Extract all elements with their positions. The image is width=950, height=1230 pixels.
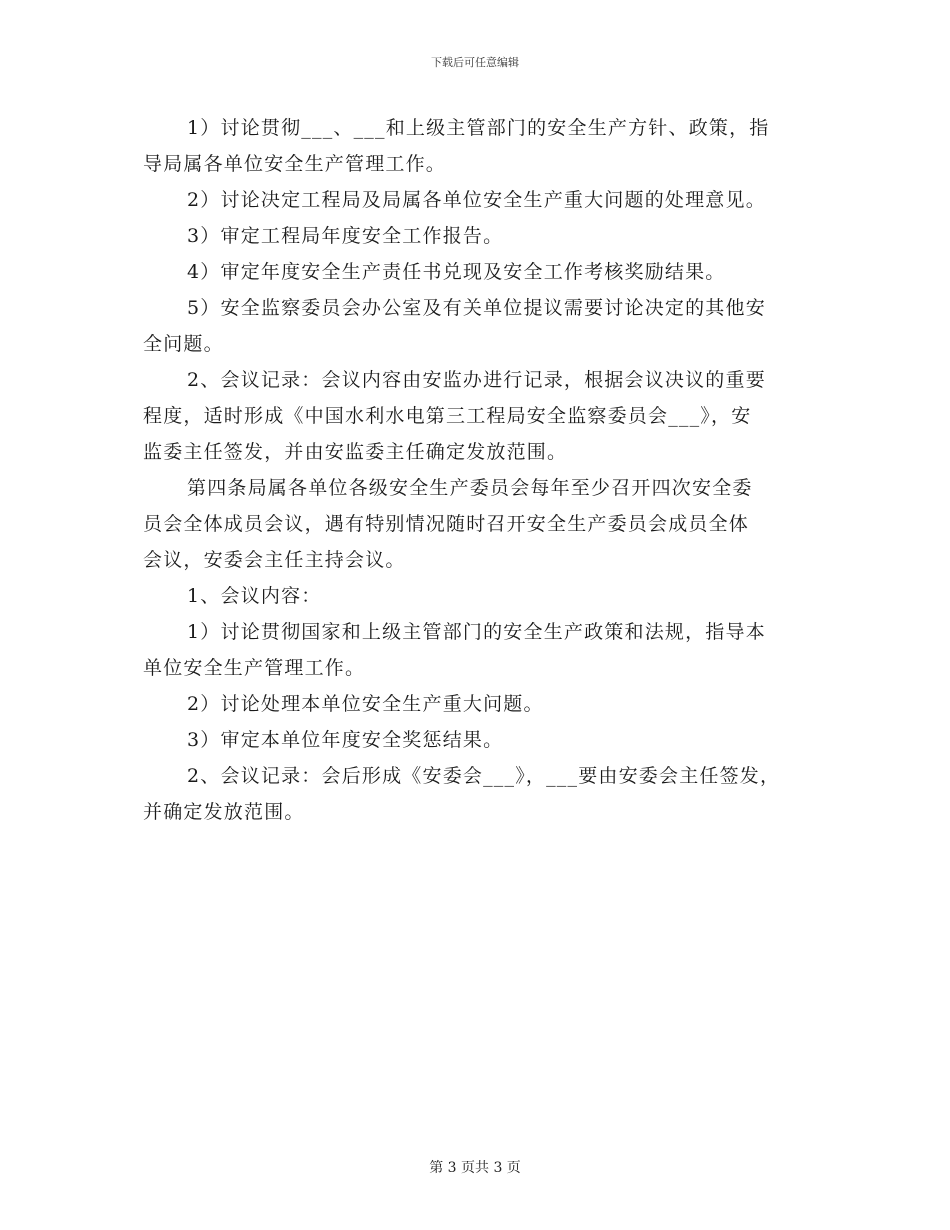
paragraph-item-2: [143, 182, 810, 218]
text-line: 单位安全生产管理工作。: [143, 657, 366, 679]
text-line: 2、会议记录：会议内容由安监办进行记录，根据会议决议的重要: [187, 369, 766, 391]
text-line: 1、会议内容：: [187, 585, 322, 607]
paragraph-unit-meeting-record: [143, 758, 810, 830]
text-line: 2）讨论决定工程局及局属各单位安全生产重大问题的处理意见。: [187, 189, 766, 211]
paragraph-item-5: [143, 290, 810, 362]
text-line: 3）审定工程局年度安全工作报告。: [187, 225, 504, 247]
text-line: 1）讨论贯彻国家和上级主管部门的安全生产政策和法规，指导本: [187, 621, 766, 643]
paragraph-item-1: [143, 110, 810, 182]
paragraph-meeting-record: [143, 362, 810, 470]
document-body: [143, 110, 810, 830]
text-line: 第四条局属各单位各级安全生产委员会每年至少召开四次安全委: [187, 477, 753, 499]
paragraph-meeting-content: [143, 578, 810, 614]
text-line: 2、会议记录：会后形成《安委会___》，___要由安委会主任签发，: [187, 765, 781, 787]
text-line: 3）审定本单位年度安全奖惩结果。: [187, 729, 504, 751]
paragraph-item-3: [143, 218, 810, 254]
text-line: 4）审定年度安全生产责任书兑现及安全工作考核奖励结果。: [187, 261, 726, 283]
paragraph-unit-item-2: [143, 686, 810, 722]
text-line: 全问题。: [143, 333, 224, 355]
text-line: 会议，安委会主任主持会议。: [143, 549, 406, 571]
paragraph-item-4: [143, 254, 810, 290]
page-footer: 第 3 页共 3 页: [429, 1160, 521, 1176]
text-line: 5）安全监察委员会办公室及有关单位提议需要讨论决定的其他安: [187, 297, 766, 319]
text-line: 1）讨论贯彻___、___和上级主管部门的安全生产方针、政策，指: [187, 117, 770, 139]
text-line: 员会全体成员会议，遇有特别情况随时召开安全生产委员会成员全体: [143, 513, 750, 535]
text-line: 并确定发放范围。: [143, 801, 305, 823]
text-line: 导局属各单位安全生产管理工作。: [143, 153, 447, 175]
text-line: 监委主任签发，并由安监委主任确定发放范围。: [143, 441, 568, 463]
paragraph-unit-item-3: [143, 722, 810, 758]
page-header: 下载后可任意编辑: [431, 56, 519, 69]
paragraph-article-4: [143, 470, 810, 578]
paragraph-unit-item-1: [143, 614, 810, 686]
text-line: 程度，适时形成《中国水利水电第三工程局安全监察委员会___》，安: [143, 405, 752, 427]
text-line: 2）讨论处理本单位安全生产重大问题。: [187, 693, 544, 715]
